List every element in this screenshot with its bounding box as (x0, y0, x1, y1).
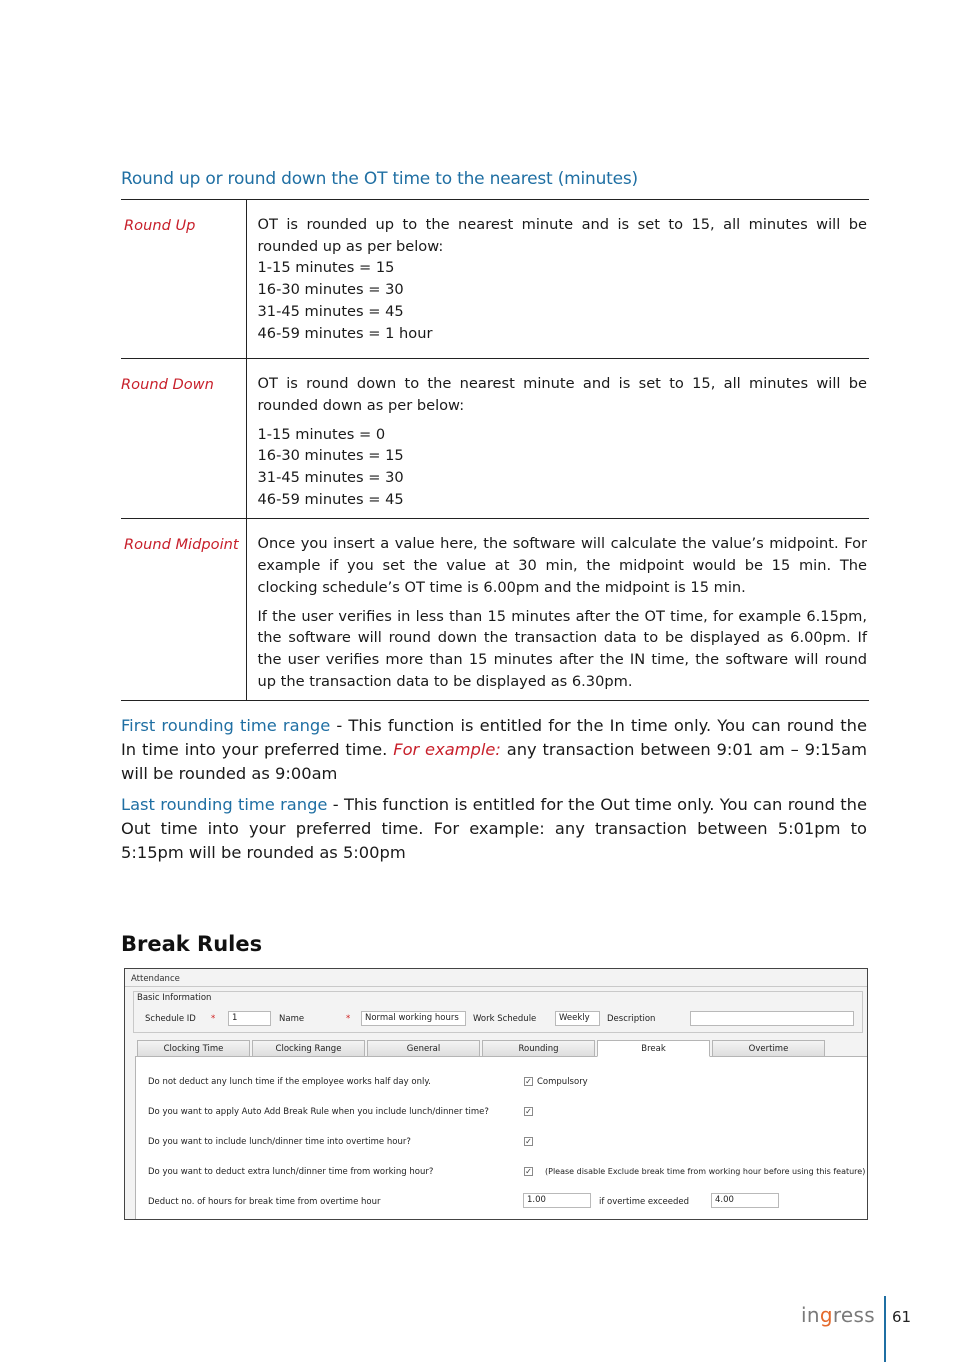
table-row (121, 519, 869, 701)
question-include-overtime: Do you want to include lunch/dinner time into overtime hour? (148, 1137, 411, 1147)
definition-text: OT is rounded up to the nearest minute and is set to 15, all minutes will be rounded up as per below: (257, 216, 867, 255)
question-deduct-hours: Deduct no. of hours for break time from overtime hour (148, 1197, 381, 1207)
first-range-label: First rounding time range (121, 716, 331, 735)
definition-line: 16-30 minutes = 15 (257, 447, 404, 465)
first-range-text-end: any transaction between 9:01 am – 9:15am will be rounded as 9:00am (121, 740, 867, 783)
definition-round-midpoint (246, 519, 869, 701)
question-half-day: Do not deduct any lunch time if the employee works half day only. (148, 1077, 431, 1087)
schedule-id-input[interactable]: 1 (228, 1011, 271, 1026)
compulsory-label: Compulsory (537, 1077, 588, 1087)
table-row (121, 200, 869, 359)
definition-text: Once you insert a value here, the software will calculate the value’s midpoint. For example if you set the value at 30 min, the midpoint would be 15 min. The clocking schedule’s OT time is 6.00pm and the midpoint is 15 min. (257, 535, 867, 596)
tab-overtime[interactable]: Overtime (712, 1040, 825, 1057)
tab-clocking-range[interactable]: Clocking Range (252, 1040, 365, 1057)
term-round-down: Round Down (121, 359, 246, 519)
required-mark: * (211, 1014, 216, 1024)
include-overtime-checkbox[interactable]: ✓ (525, 1137, 532, 1146)
definition-line: 1-15 minutes = 15 (257, 259, 395, 277)
tab-rounding[interactable]: Rounding (482, 1040, 595, 1057)
break-rules-heading: Break Rules (121, 932, 263, 956)
first-range-text: - This function is entitled for the In time only. You can round the In time into your preferred time. (121, 716, 867, 759)
definition-line: 31-45 minutes = 30 (257, 469, 404, 487)
auto-add-break-checkbox[interactable]: ✓ (525, 1107, 532, 1116)
name-input[interactable]: Normal working hours (361, 1011, 466, 1026)
page-number: 61 (892, 1308, 912, 1326)
compulsory-checkbox[interactable]: ✓ (525, 1077, 532, 1086)
name-label: Name (279, 1014, 305, 1024)
description-label: Description (607, 1014, 656, 1024)
logo-text: in (801, 1303, 820, 1327)
description-input[interactable] (690, 1011, 854, 1026)
definition-round-up (246, 200, 869, 359)
deduct-extra-checkbox[interactable]: ✓ (525, 1167, 532, 1176)
schedule-id-label: Schedule ID (145, 1014, 196, 1024)
attendance-window (124, 968, 868, 1220)
exceeded-label: if overtime exceeded (599, 1197, 690, 1207)
definition-round-down (246, 359, 869, 519)
title-divider (125, 986, 867, 987)
section-title: Round up or round down the OT time to the nearest (minutes) (121, 169, 638, 189)
exceeded-input[interactable]: 4.00 (711, 1193, 779, 1208)
definition-line: 46-59 minutes = 45 (257, 490, 404, 508)
tab-clocking-time[interactable]: Clocking Time (137, 1040, 250, 1057)
window-title: Attendance (131, 974, 180, 984)
work-schedule-select[interactable]: Weekly (555, 1011, 600, 1026)
last-range-text: - This function is entitled for the Out time only. You can round the Out time into your preferred time. For example: any transaction between 5:01pm to 5:15pm will be rounded as 5:00pm (121, 795, 867, 862)
last-range-paragraph (121, 793, 867, 865)
deduct-hours-input[interactable]: 1.00 (523, 1193, 591, 1208)
example-label: For example: (393, 740, 501, 759)
group-title: Basic Information (137, 993, 212, 1003)
definition-line: 16-30 minutes = 30 (257, 281, 404, 299)
work-schedule-label: Work Schedule (473, 1014, 537, 1024)
logo-accent: g (819, 1303, 833, 1327)
definition-line: 1-15 minutes = 0 (257, 425, 386, 443)
question-deduct-extra: Do you want to deduct extra lunch/dinner time from working hour? (148, 1167, 434, 1177)
question-auto-add-break: Do you want to apply Auto Add Break Rule when you include lunch/dinner time? (148, 1107, 489, 1117)
first-range-paragraph (121, 714, 867, 786)
last-range-label: Last rounding time range (121, 795, 328, 814)
ingress-logo (801, 1303, 875, 1327)
definition-text: OT is round down to the nearest minute and is set to 15, all minutes will be rounded down as per below: (257, 375, 867, 414)
footer-divider (884, 1296, 886, 1362)
definition-line: 31-45 minutes = 45 (257, 302, 404, 320)
feature-note: (Please disable Exclude break time from working hour before using this feature) (545, 1167, 866, 1176)
required-mark: * (346, 1014, 351, 1024)
tab-general[interactable]: General (367, 1040, 480, 1057)
logo-text-end: ress (832, 1303, 875, 1327)
definition-line: 46-59 minutes = 1 hour (257, 324, 433, 342)
term-round-midpoint: Round Midpoint (121, 519, 246, 701)
definition-text: If the user verifies in less than 15 minutes after the OT time, for example 6.15pm, the software will round down the transaction data to be displayed as 6.00pm. If the user verifies more than 15 minutes after the IN time, the software will round up the transaction data to be displayed as 6.30pm. (257, 607, 867, 690)
table-row (121, 359, 869, 519)
tab-break[interactable]: Break (597, 1040, 710, 1057)
term-round-up: Round Up (121, 200, 246, 359)
rounding-table (121, 199, 869, 701)
